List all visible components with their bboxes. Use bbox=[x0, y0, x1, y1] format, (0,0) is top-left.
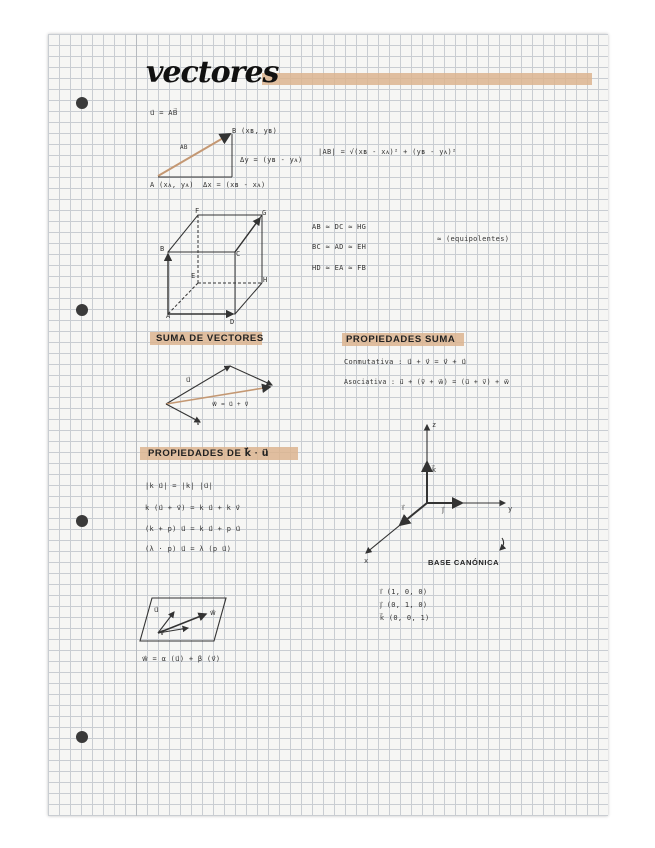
cube-label-g: G bbox=[262, 209, 267, 217]
cube-label-c: C bbox=[236, 250, 241, 258]
i-vector-label: i⃗ bbox=[402, 504, 405, 512]
cube-label-d: D bbox=[230, 318, 235, 326]
page-title: vectores bbox=[146, 55, 279, 90]
asociativa-text: Asociativa : u⃗ + (v⃗ + w⃗) = (u⃗ + v⃗) + w⃗ bbox=[344, 378, 510, 386]
conmutativa-text: Conmutativa : u⃗ + v⃗ = v⃗ + u⃗ bbox=[344, 358, 467, 366]
plane-label-w: w⃗ bbox=[210, 609, 217, 617]
relation-1: AB ≈ DC ≈ HG bbox=[312, 223, 367, 231]
base-vector-j: j⃗ (0, 1, 0) bbox=[380, 601, 428, 609]
plane-label-u: u⃗ bbox=[154, 606, 159, 614]
ab-label: AB bbox=[180, 144, 188, 151]
suma-label-w: w⃗ = u⃗ + v⃗ bbox=[212, 401, 249, 408]
relation-2: BC ≈ AD ≈ EH bbox=[312, 243, 367, 251]
relation-3: HD ≈ EA ≈ FB bbox=[312, 264, 367, 272]
base-vector-k: k⃗ (0, 0, 1) bbox=[380, 614, 430, 622]
plane-label-v: v⃗ bbox=[160, 629, 165, 637]
suma-label-u: u⃗ bbox=[186, 376, 191, 384]
propiedades-suma-heading: PROPIEDADES SUMA bbox=[346, 334, 456, 345]
axis-x-label: x bbox=[364, 557, 369, 565]
cube-diagram bbox=[168, 215, 262, 314]
delta-x-label: Δx = (xʙ - xᴀ) bbox=[203, 181, 266, 189]
propiedad-k-1: |k u⃗| = |k| |u⃗| bbox=[145, 482, 214, 490]
k-vector-label: k⃗ bbox=[432, 466, 437, 474]
propiedad-k-3: (k + p) u⃗ = k u⃗ + p u⃗ bbox=[145, 525, 241, 533]
suma-heading: SUMA DE VECTORES bbox=[156, 333, 264, 344]
triangle-diagram bbox=[158, 134, 232, 177]
linear-combination-formula: w⃗ = α (u⃗) + β (v⃗) bbox=[142, 655, 221, 663]
j-vector-label: j⃗ bbox=[442, 506, 445, 514]
propiedad-k-4: (λ · p) u⃗ = λ (p u⃗) bbox=[145, 545, 232, 553]
point-a-label: A (xᴀ, yᴀ) bbox=[150, 181, 194, 189]
axis-y-label: y bbox=[508, 505, 513, 513]
vector-definition: u⃗ = AB⃗ bbox=[150, 109, 178, 117]
base-vector-i: i⃗ (1, 0, 0) bbox=[380, 588, 428, 596]
suma-label-v: v⃗ bbox=[196, 419, 201, 427]
axes-diagram bbox=[366, 425, 505, 553]
cube-label-b: B bbox=[160, 245, 165, 253]
propiedad-k-2: k (u⃗ + v⃗) = k u⃗ + k v⃗ bbox=[145, 504, 241, 512]
base-canonica-label: BASE CANÓNICA bbox=[428, 558, 500, 567]
vector-sum-diagram bbox=[166, 366, 272, 422]
delta-y-label: Δy = (yʙ - yᴀ) bbox=[240, 156, 303, 164]
propiedades-k-heading: PROPIEDADES DE k⃗ · u⃗ bbox=[148, 448, 270, 459]
cube-label-f: F bbox=[195, 207, 200, 215]
cube-label-h: H bbox=[263, 276, 268, 284]
axis-z-label: z bbox=[432, 421, 437, 429]
plane-diagram bbox=[140, 598, 226, 641]
modulus-formula: |AB| = √(xʙ - xᴀ)² + (yʙ - yᴀ)² bbox=[318, 148, 457, 156]
cube-label-a: A bbox=[166, 312, 171, 320]
point-b-label: B (xʙ, yʙ) bbox=[232, 127, 278, 135]
equipolentes-note: ≈ (equipolentes) bbox=[437, 235, 510, 243]
cube-label-e: E bbox=[191, 272, 196, 280]
